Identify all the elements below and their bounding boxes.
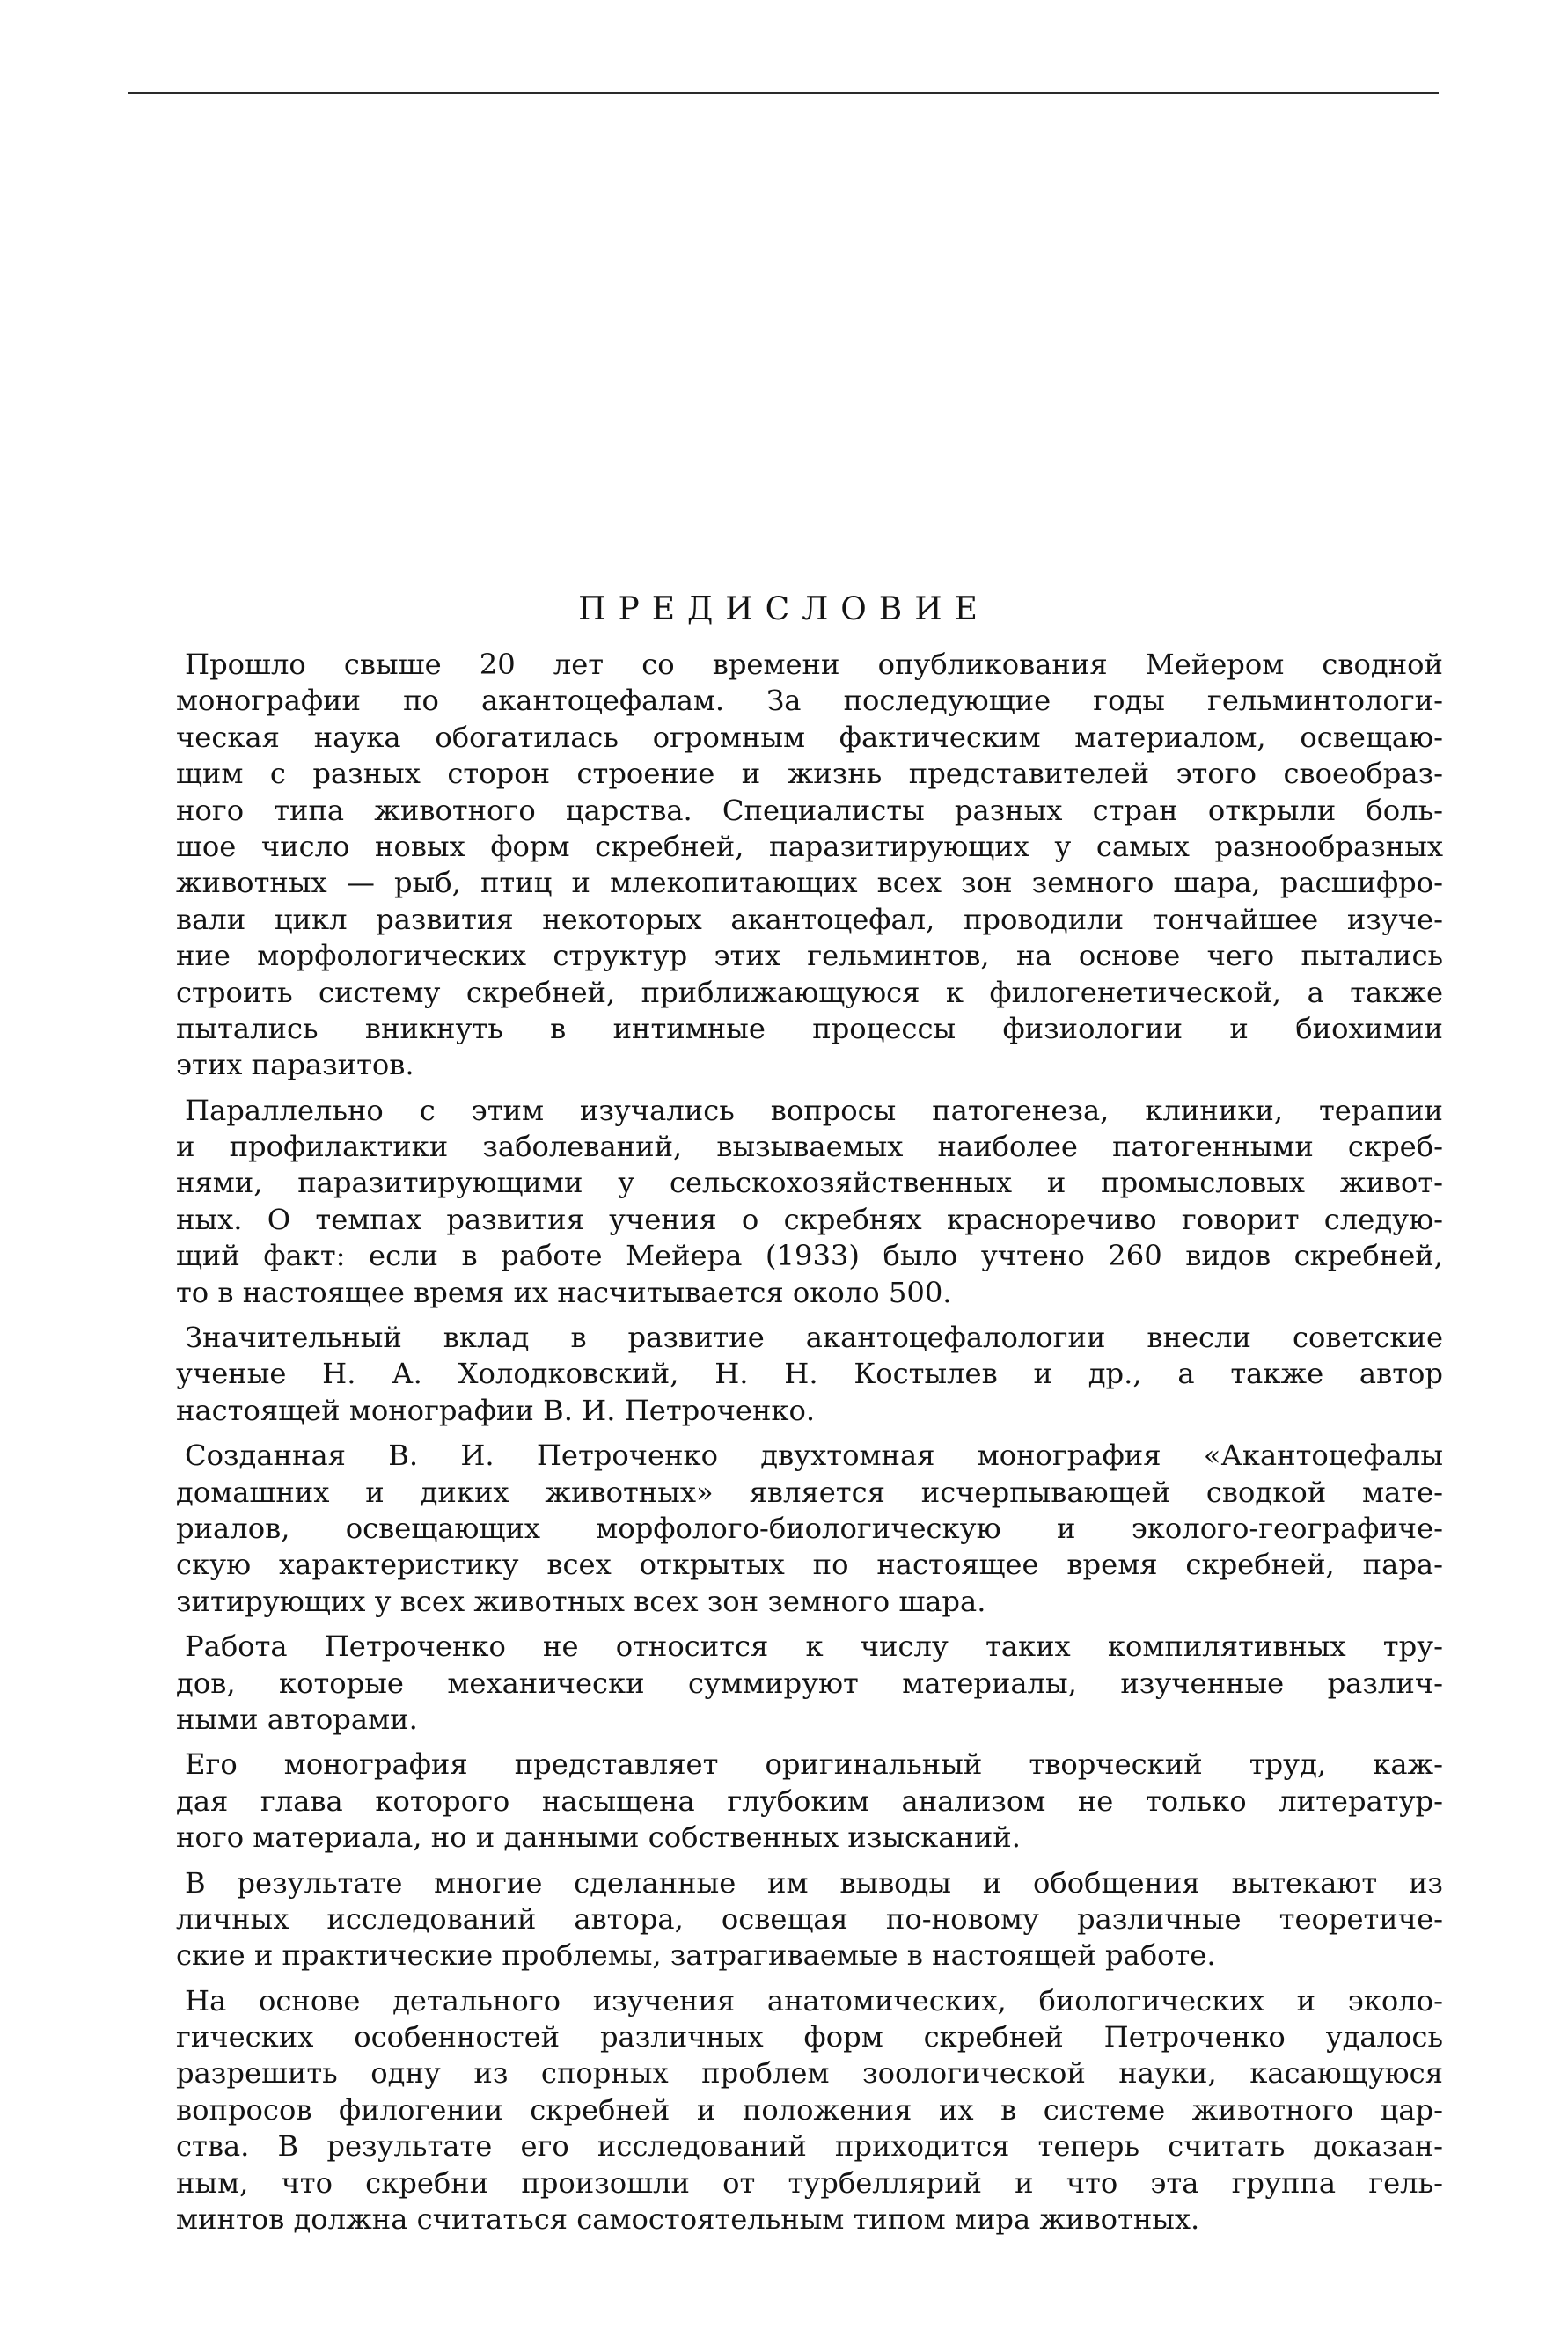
- text-line: Его монография представляет оригинальный творческий труд, каж-: [185, 1747, 1443, 1782]
- text-line: Созданная В. И. Петроченко двухтомная монография «Акантоцефалы: [185, 1439, 1443, 1473]
- text-line: зитирующих у всех животных всех зон земного шара.: [176, 1584, 986, 1618]
- paragraph: [176, 1093, 1443, 1311]
- text-line: В результате многие сделанные им выводы и обобщения вытекают из: [185, 1865, 1443, 1900]
- text-line: ным, что скребни произошли от турбеллярий и что эта группа гель-: [176, 2165, 1443, 2200]
- text-line: домашних и диких животных» является исчерпывающей сводкой мате-: [176, 1475, 1443, 1509]
- text-line: Параллельно с этим изучались вопросы патогенеза, клиники, терапии: [185, 1093, 1443, 1127]
- text-line: ские и практические проблемы, затрагиваемые в настоящей работе.: [176, 1938, 1216, 1973]
- text-line: Работа Петроченко не относится к числу таких компилятивных тру-: [185, 1630, 1443, 1664]
- text-line: пытались вникнуть в интимные процессы физиологии и биохимии: [176, 1011, 1443, 1045]
- text-line: риалов, освещающих морфолого-биологическую и эколого-географиче-: [176, 1511, 1443, 1545]
- text-line: ческая наука обогатилась огромным фактическим материалом, освещаю-: [176, 720, 1443, 754]
- text-line: ства. В результате его исследований приходится теперь считать доказан-: [176, 2129, 1443, 2164]
- text-line: ного типа животного царства. Специалисты разных стран открыли боль-: [176, 793, 1443, 827]
- text-line: дая глава которого насыщена глубоким анализом не только литератур-: [176, 1783, 1443, 1818]
- text-line: разрешить одну из спорных проблем зоологической науки, касающуюся: [176, 2056, 1443, 2091]
- text-line: ных. О темпах развития учения о скребнях красноречиво говорит следую-: [176, 1202, 1443, 1236]
- text-line: ученые Н. А. Холодковский, Н. Н. Костылев и др., а также автор: [176, 1357, 1443, 1391]
- text-line: скую характеристику всех открытых по настоящее время скребней, пара-: [176, 1548, 1443, 1582]
- text-line: вали цикл развития некоторых акантоцефал, проводили тончайшее изуче-: [176, 902, 1443, 936]
- text-line: Прошло свыше 20 лет со времени опубликования Мейером сводной: [185, 648, 1443, 681]
- text-line: и профилактики заболеваний, вызываемых наиболее патогенными скреб-: [176, 1130, 1443, 1164]
- paragraph: [176, 1629, 1443, 1738]
- text-line: монографии по акантоцефалам. За последующие годы гельминтологи-: [176, 684, 1443, 718]
- paragraph: [176, 1865, 1443, 1974]
- text-line: вопросов филогении скребней и положения их в системе животного цар-: [176, 2092, 1443, 2127]
- paragraph: [176, 1747, 1443, 1856]
- text-line: щий факт: если в работе Мейера (1933) было учтено 260 видов скребней,: [176, 1239, 1443, 1273]
- text-line: минтов должна считаться самостоятельным типом мира животных.: [176, 2202, 1200, 2237]
- text-line: нями, паразитирующими у сельскохозяйственных и промысловых живот-: [176, 1166, 1443, 1200]
- paragraph: [176, 1320, 1443, 1429]
- paragraph: [176, 1983, 1443, 2238]
- text-line: строить систему скребней, приближающуюся к филогенетической, а также: [176, 975, 1443, 1009]
- text-line: животных — рыб, птиц и млекопитающих всех зон земного шара, расшифро-: [176, 866, 1443, 900]
- text-line: настоящей монографии В. И. Петроченко.: [176, 1393, 816, 1427]
- text-line: то в настоящее время их насчитывается около 500.: [176, 1275, 952, 1309]
- page-title: ПРЕДИСЛОВИЕ: [578, 591, 990, 628]
- text-line: шое число новых форм скребней, паразитирующих у самых разнообразных: [176, 829, 1443, 863]
- text-line: этих паразитов.: [176, 1048, 414, 1082]
- text-line: дов, которые механически суммируют материалы, изученные различ-: [176, 1666, 1443, 1700]
- text-line: ными авторами.: [176, 1702, 418, 1736]
- text-line: На основе детального изучения анатомических, биологических и эколо-: [185, 1983, 1443, 2018]
- text-line: гических особенностей различных форм скребней Петроченко удалось: [176, 2020, 1443, 2054]
- top-rule-thick-line: [128, 92, 1439, 94]
- top-rule: [128, 92, 1439, 106]
- paragraph: [176, 1438, 1443, 1620]
- text-line: Значительный вклад в развитие акантоцефалологии внесли советские: [185, 1321, 1443, 1355]
- paragraph: [176, 647, 1443, 1084]
- text-line: личных исследований автора, освещая по-новому различные теоретиче-: [176, 1901, 1443, 1936]
- text-line: ного материала, но и данными собственных изысканий.: [176, 1820, 1021, 1855]
- text-line: ние морфологических структур этих гельминтов, на основе чего пытались: [176, 939, 1443, 973]
- preface-body: [176, 647, 1443, 2246]
- text-line: щим с разных сторон строение и жизнь представителей этого своеобраз-: [176, 757, 1443, 791]
